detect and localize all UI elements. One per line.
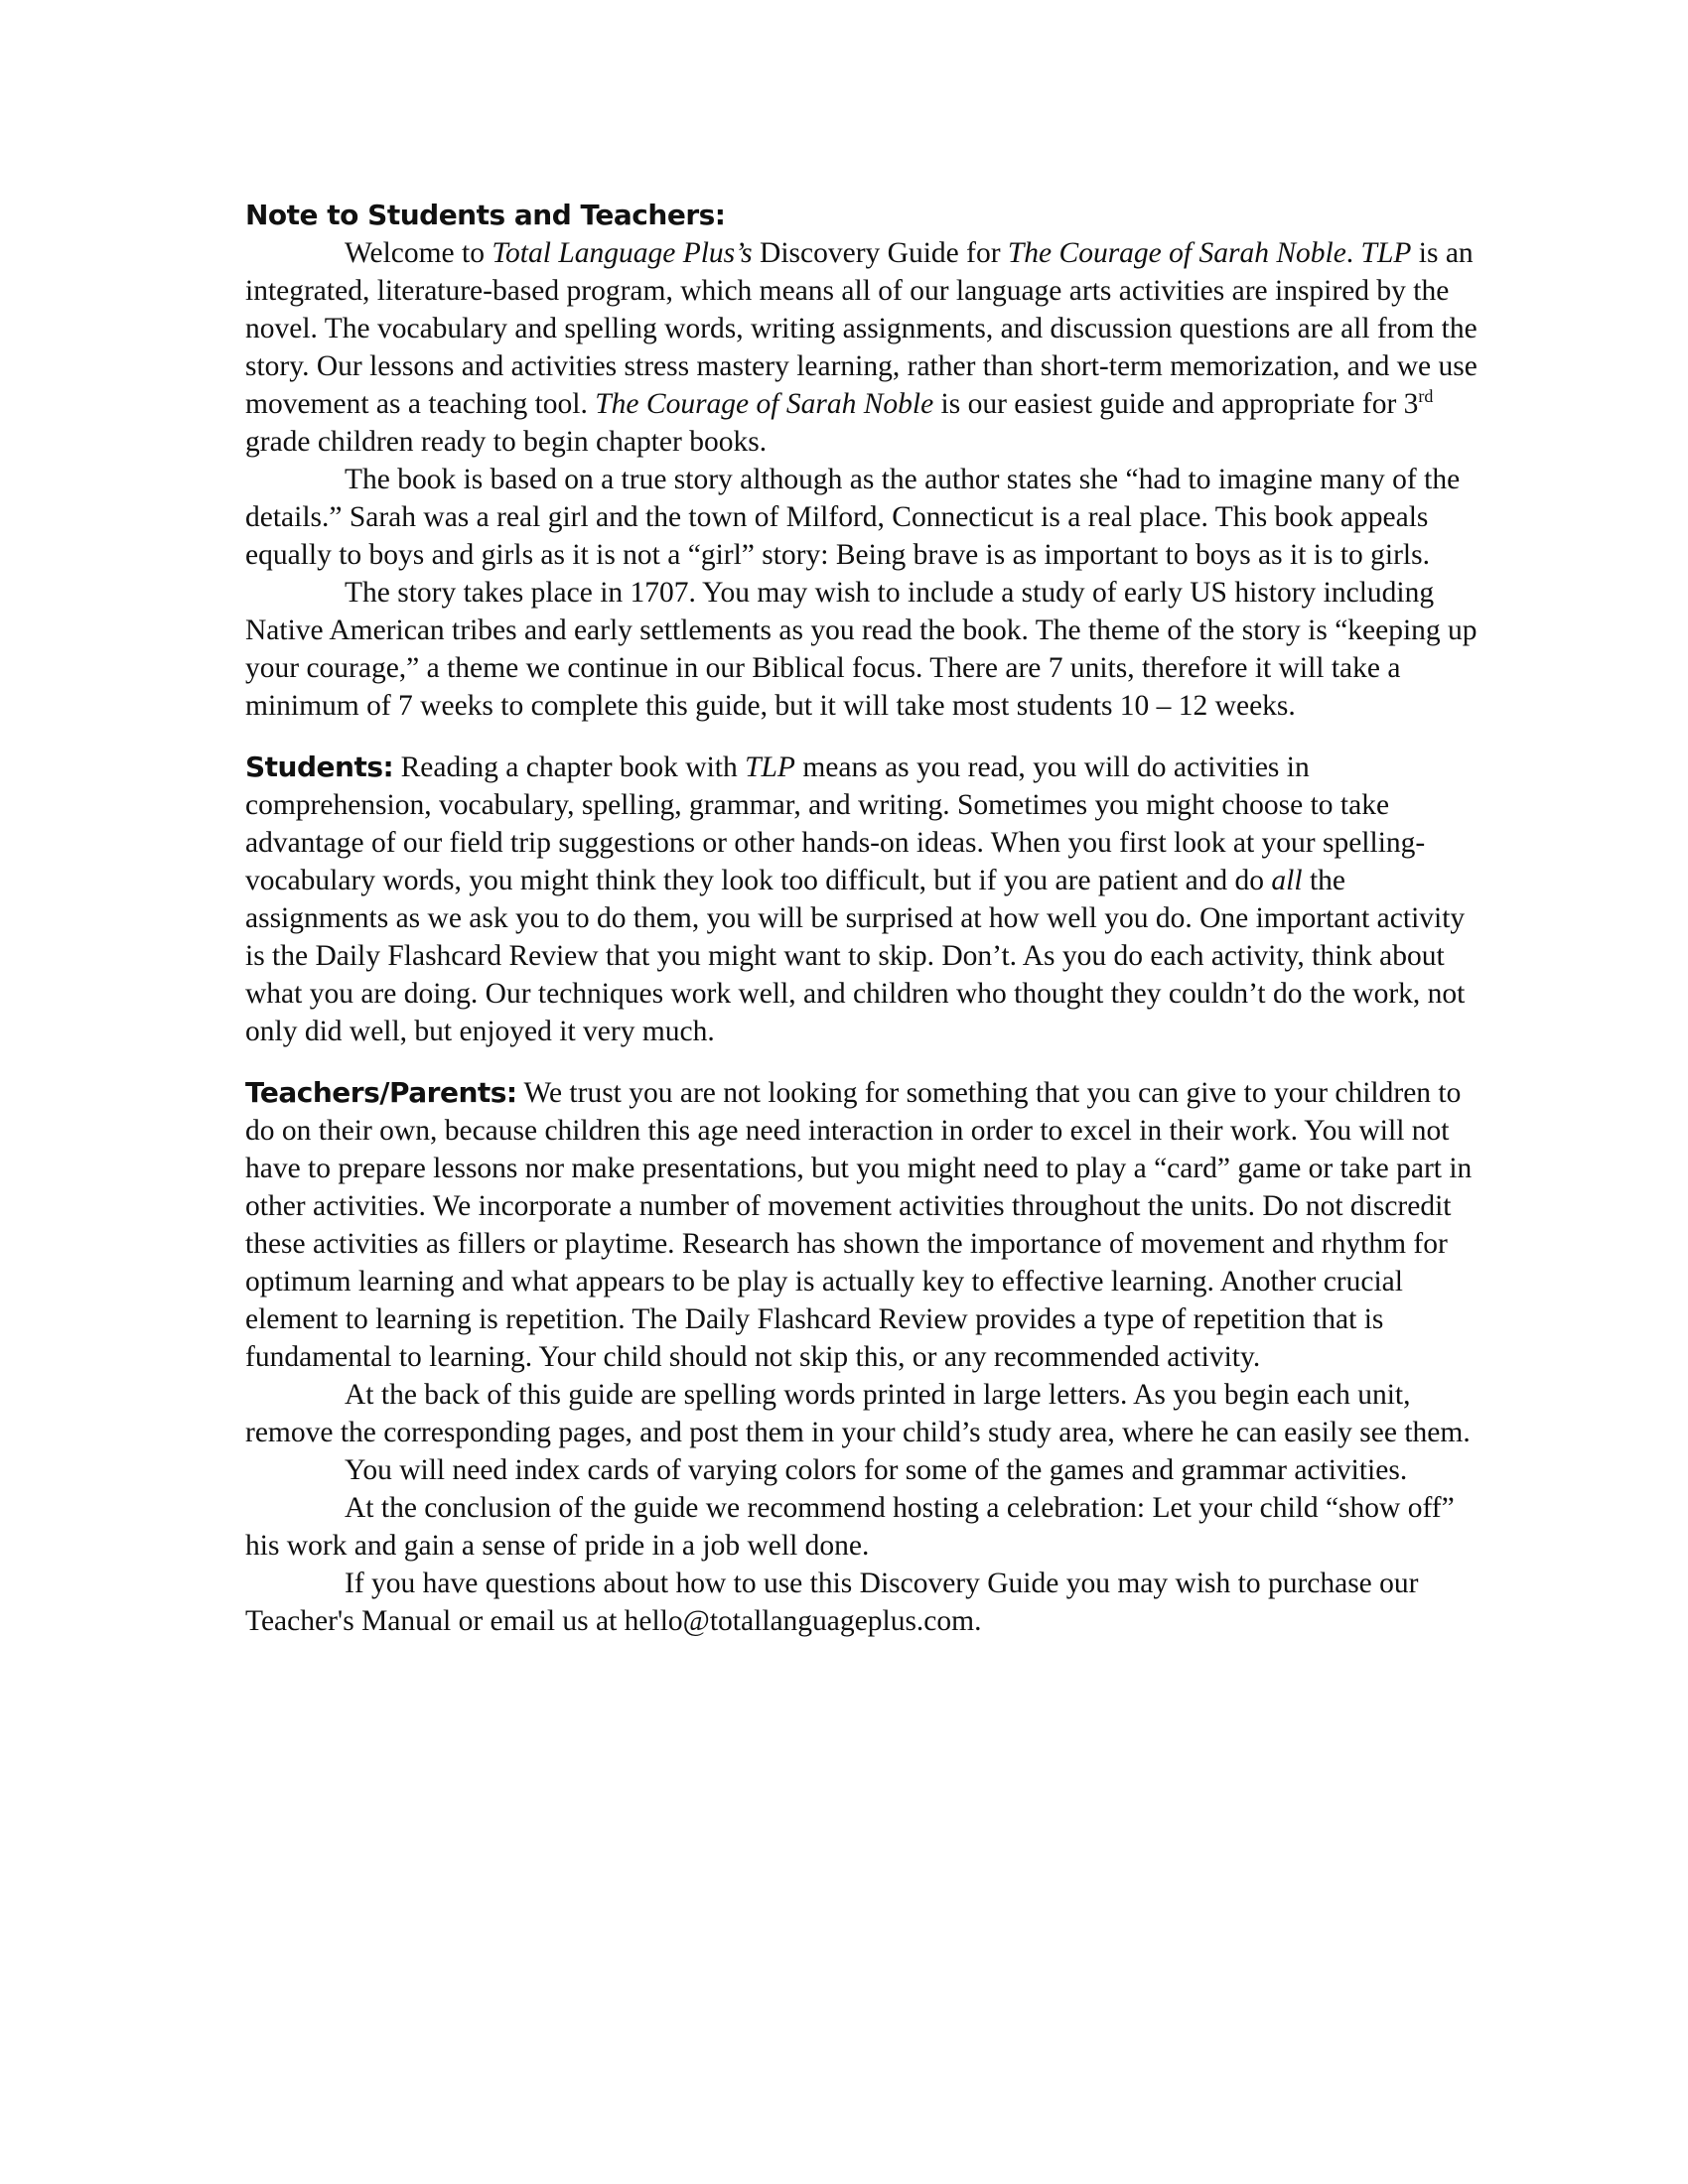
document-page xyxy=(245,197,1481,1640)
teachers-paragraph-2: At the back of this guide are spelling words printed in large letters. As you begin each unit, remove the corresponding pages, and post them in your child’s study area, where he can easily see them. xyxy=(245,1379,1471,1448)
note-paragraph-2: The book is based on a true story although as the author states she “had to imagine many of the details.” Sarah was a real girl and the town of Milford, Connecticut is a real place. This book appeals equally to boys and girls as it is not a “girl” story: Being brave is as important to boys as it is to girls. xyxy=(245,464,1461,571)
note-paragraph-3: The story takes place in 1707. You may wish to include a study of early US history including Native American tribes and early settlements as you read the book. The theme of the story is “keeping up your courage,” a theme we continue in our Biblical focus. There are 7 units, therefore it will take a minimum of 7 weeks to complete this guide, but it will take most students 10 – 12 weeks. xyxy=(245,577,1477,722)
note-heading: Note to Students and Teachers: xyxy=(245,199,726,231)
text-run: Welcome to xyxy=(345,237,492,269)
teachers-paragraph-5: If you have questions about how to use this Discovery Guide you may wish to purchase our Teacher's Manual or email us at hello@totallanguageplus.com. xyxy=(245,1568,1419,1637)
note-paragraph-1 xyxy=(245,234,1481,461)
italic-run: Total Language Plus’s xyxy=(492,237,753,269)
teachers-section xyxy=(245,1074,1481,1640)
text-run: means as you read, you will do activities in comprehension, vocabulary, spelling, grammar, and writing. Sometimes you might choose to take advantage of our field trip suggestions or other hands-on ideas. When you first look at your spelling-vocabulary words, you might think they look too difficult, but if you are patient and do xyxy=(245,751,1426,896)
teachers-paragraph-3: You will need index cards of varying colors for some of the games and grammar activities. xyxy=(345,1454,1408,1486)
italic-run: all xyxy=(1271,865,1303,896)
italic-run: TLP xyxy=(1360,237,1412,269)
students-paragraph xyxy=(245,749,1481,1050)
text-run: Discovery Guide for xyxy=(752,237,1008,269)
teachers-paragraph-4: At the conclusion of the guide we recommend hosting a celebration: Let your child “show off” his work and gain a sense of pride in a job well done. xyxy=(245,1492,1455,1562)
book-title: The Courage of Sarah Noble xyxy=(1007,237,1346,269)
students-heading: Students: xyxy=(245,751,394,783)
text-run: . xyxy=(1345,237,1361,269)
italic-run: TLP xyxy=(745,751,795,783)
note-section xyxy=(245,197,1481,725)
teachers-heading: Teachers/Parents: xyxy=(245,1076,517,1109)
text-run: is our easiest guide and appropriate for 3 xyxy=(933,388,1419,420)
students-section xyxy=(245,749,1481,1050)
text-run: the assignments as we ask you to do them, you will be surprised at how well you do. One important activity is the Daily Flashcard Review that you might want to skip. Don’t. As you do each activity, think about what you are doing. Our techniques work well, and children who thought they couldn’t do the work, not only did well, but enjoyed it very much. xyxy=(245,865,1466,1047)
teachers-paragraph-1 xyxy=(245,1074,1481,1376)
superscript: rd xyxy=(1418,386,1434,407)
book-title: The Courage of Sarah Noble xyxy=(595,388,934,420)
text-run: grade children ready to begin chapter books. xyxy=(245,426,768,458)
text-run: is an integrated, literature-based program, which means all of our language arts activities are inspired by the novel. The vocabulary and spelling words, writing assignments, and discussion questions are all from the story. Our lessons and activities stress mastery learning, rather than short-term memorization, and we use movement as a teaching tool. xyxy=(245,237,1477,420)
text-run: We trust you are not looking for something that you can give to your children to do on their own, because children this age need interaction in order to excel in their work. You will not have to prepare lessons nor make presentations, but you might need to play a “card” game or take part in other activities. We incorporate a number of movement activities throughout the units. Do not discredit these activities as fillers or playtime. Research has shown the importance of movement and rhythm for optimum learning and what appears to be play is actually key to effective learning. Another crucial element to learning is repetition. The Daily Flashcard Review provides a type of repetition that is fundamental to learning. Your child should not skip this, or any recommended activity. xyxy=(245,1077,1473,1373)
text-run: Reading a chapter book with xyxy=(393,751,746,783)
